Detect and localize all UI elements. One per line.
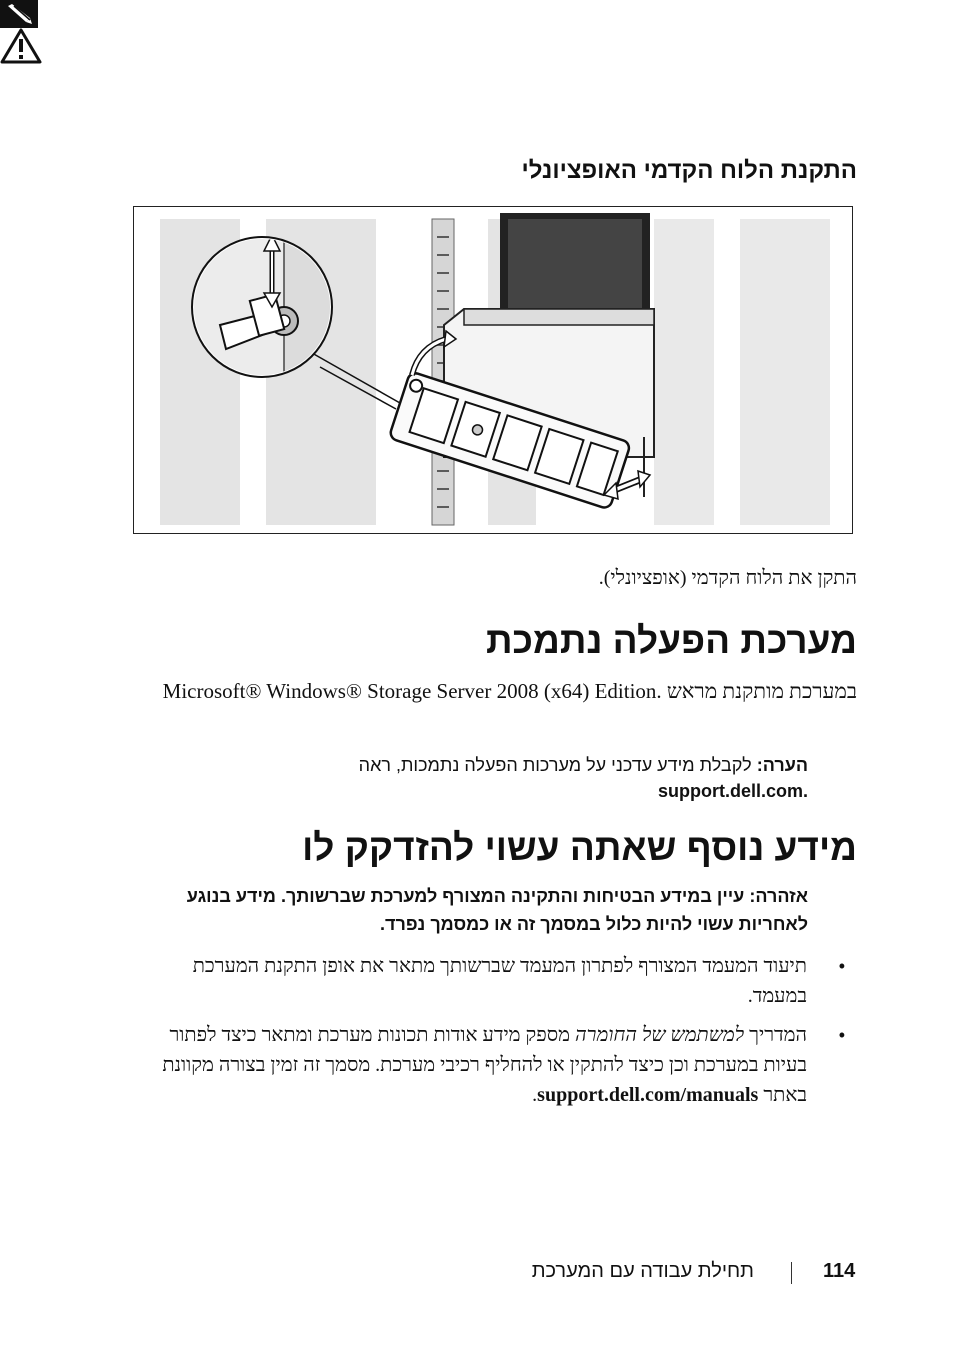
figure-caption: התקן את הלוח הקדמי (אופציונלי).	[598, 567, 857, 589]
activation-product-name: Microsoft® Windows® Storage Server 2008 (x64) Edition.	[162, 679, 662, 703]
note-icon	[0, 0, 38, 28]
footer-title: תחילת עבודה עם המערכת	[531, 1260, 754, 1282]
list-item-prefix: המדריך	[744, 1024, 807, 1046]
list-item-middle: מספק מידע אודות תכונות מערכת ומתאר כיצד לפתור בעיות במערכת וכן כיצד להתקין או להחליף רכיבי מערכת. מסמך זה זמין בצורה מקוונת באתר	[162, 1024, 807, 1106]
note-text: לקבלת מידע עדכני על מערכות הפעלה נתמכות, ראה	[358, 755, 752, 775]
bezel-installation-figure	[133, 206, 853, 534]
activation-heading: מערכת הפעלה נתמכת	[486, 620, 857, 661]
list-item-text: תיעוד המעמד המצורף לפתרון המעמד שברשותך מתאר את אופן התקנת המערכת במעמד.	[192, 955, 807, 1007]
note-label: הערה:	[756, 755, 808, 775]
activation-text-hebrew: במערכת מותקנת מראש	[661, 679, 857, 703]
footer-divider	[791, 1262, 792, 1284]
warning-block	[118, 882, 808, 938]
note-link[interactable]: support.dell.com.	[657, 781, 808, 801]
activation-paragraph	[157, 676, 857, 706]
more-info-heading: מידע נוסף שאתה עשוי להזדקק לו	[302, 827, 857, 868]
list-item	[137, 951, 857, 1011]
section-heading: התקנת הלוח הקדמי האופציונלי	[521, 157, 857, 184]
note-line-1	[168, 752, 808, 778]
list-item	[137, 1020, 857, 1110]
note-block	[168, 752, 808, 804]
bullet-icon: •	[838, 1025, 845, 1045]
bullet-icon: •	[838, 956, 845, 976]
list-item-suffix: .	[532, 1084, 538, 1106]
manuals-link[interactable]: support.dell.com/manuals	[537, 1084, 759, 1106]
hardware-manual-title: למשתמש של החומרה	[574, 1024, 745, 1046]
server-bezel-illustration	[134, 207, 852, 533]
page-number: 114	[823, 1260, 856, 1282]
resources-list	[137, 951, 857, 1119]
warning-icon	[0, 28, 42, 64]
warning-text: עיין במידע הבטיחות והתקינה המצורף למערכת שברשותך. מידע בנוגע לאחריות עשוי להיות כלול במסמך זה או כמסמך נפרד.	[186, 886, 808, 934]
warning-label: אזהרה:	[749, 886, 808, 906]
